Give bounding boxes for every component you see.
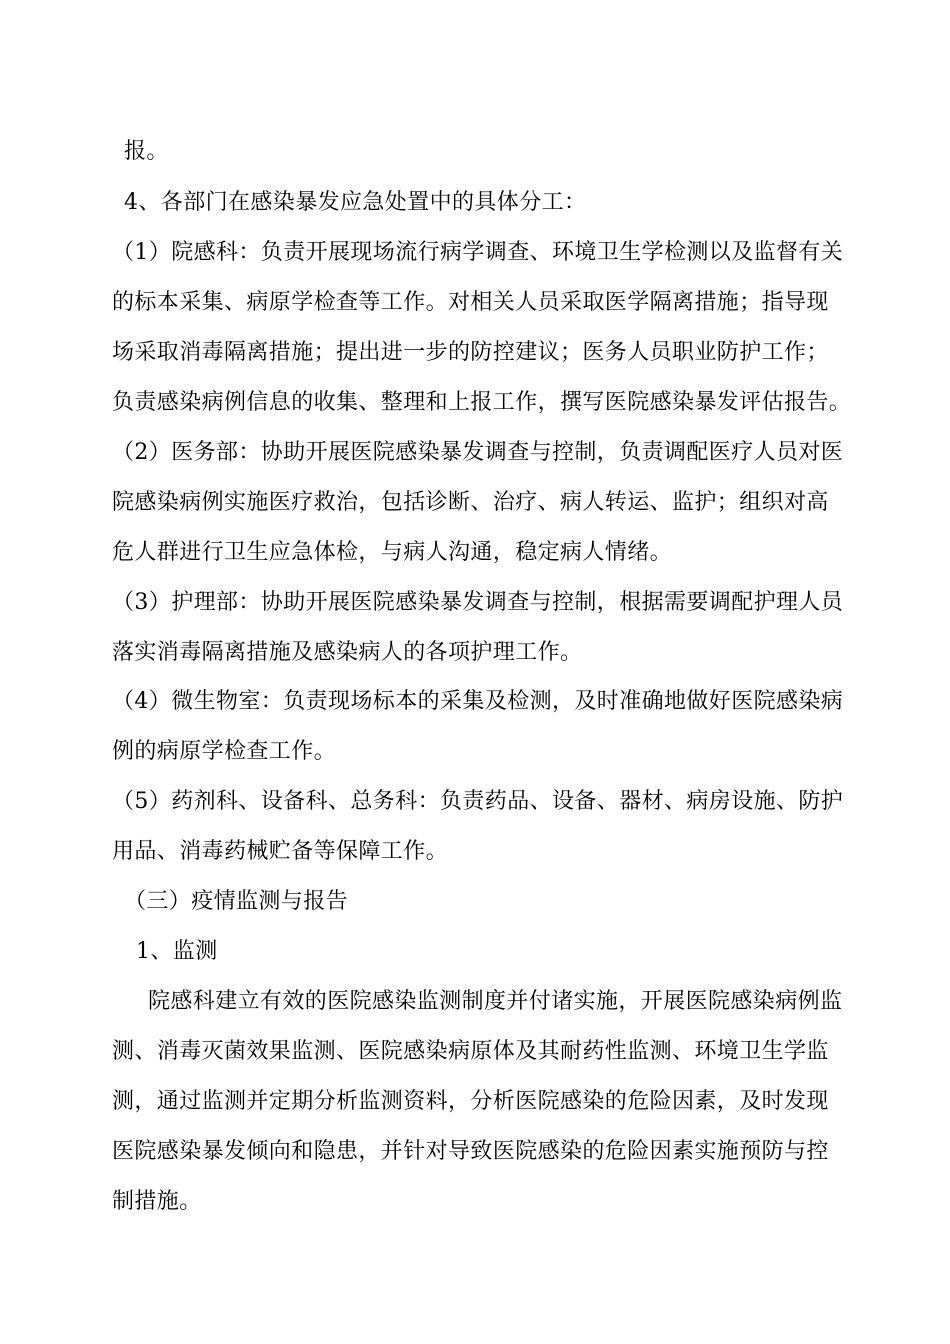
text-line: 危人群进行卫生应急体检，与病人沟通，稳定病人情绪。 — [112, 540, 673, 565]
text-line: （4）微生物室：负责现场标本的采集及检测，及时准确地做好医院感染病 — [112, 689, 844, 714]
text-line: 测，通过监测并定期分析监测资料，分析医院感染的危险因素，及时发现 — [112, 1089, 829, 1114]
section-heading: 4、各部门在感染暴发应急处置中的具体分工： — [124, 190, 587, 215]
text-line: 院感染病例实施医疗救治，包括诊断、治疗、病人转运、监护；组织对高 — [112, 490, 829, 515]
text-line: （3）护理部：协助开展医院感染暴发调查与控制，根据需要调配护理人员 — [112, 590, 844, 615]
text-line: 报。 — [124, 139, 169, 164]
text-line: 落实消毒隔离措施及感染病人的各项护理工作。 — [112, 640, 583, 665]
text-line: 的标本采集、病原学检查等工作。对相关人员采取医学隔离措施；指导现 — [112, 290, 829, 315]
text-line: （2）医务部：协助开展医院感染暴发调查与控制，负责调配医疗人员对医 — [112, 440, 844, 465]
text-line: 制措施。 — [112, 1189, 202, 1214]
text-line: （1）院感科：负责开展现场流行病学调查、环境卫生学检测以及监督有关 — [112, 240, 844, 265]
text-line: 例的病原学检查工作。 — [112, 739, 337, 764]
text-line: 负责感染病例信息的收集、整理和上报工作，撰写医院感染暴发评估报告。 — [112, 390, 852, 415]
text-line: 场采取消毒隔离措施；提出进一步的防控建议；医务人员职业防护工作； — [112, 340, 829, 365]
text-line: 用品、消毒药械贮备等保障工作。 — [112, 839, 449, 864]
subsection-heading: 1、监测 — [136, 939, 218, 964]
text-line: 院感科建立有效的医院感染监测制度并付诸实施，开展医院感染病例监 — [148, 989, 843, 1014]
text-line: 测、消毒灭菌效果监测、医院感染病原体及其耐药性监测、环境卫生学监 — [112, 1039, 829, 1064]
section-heading: （三）疫情监测与报告 — [124, 889, 349, 914]
text-line: 医院感染暴发倾向和隐患，并针对导致医院感染的危险因素实施预防与控 — [112, 1139, 829, 1164]
text-line: （5）药剂科、设备科、总务科：负责药品、设备、器材、病房设施、防护 — [112, 789, 844, 814]
